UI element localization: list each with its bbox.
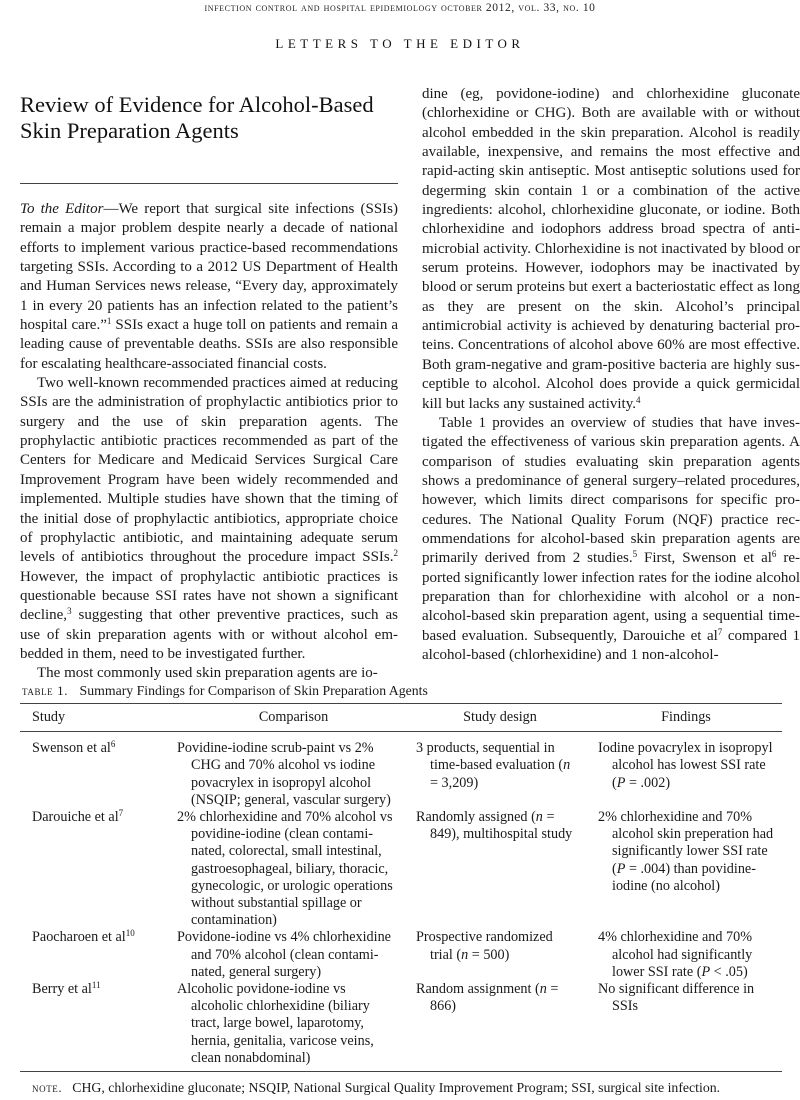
- header-study-design: Study design: [410, 704, 590, 732]
- note-text: CHG, chlorhexidine gluconate; NSQIP, National Surgical Quality Improvement Program; SSI, surgical site infection.: [72, 1080, 721, 1096]
- article-title-line1: Review of Evidence for Alcohol-Based: [20, 92, 374, 117]
- table-row: [20, 732, 782, 809]
- paragraph-2-text-end: suggesting that other preventive practices, such as use of skin preparation agents with or without alcohol embedded in them, need to be investigated further.: [20, 607, 398, 662]
- paragraph-3-start: The most commonly used skin preparation agents are io-: [37, 665, 378, 682]
- cell-findings: No significant difference in SSIs: [590, 981, 782, 1072]
- section-heading: LETTERS TO THE EDITOR: [275, 36, 525, 51]
- cell-comparison: Alcoholic povidone-iodine vs alcoholic chlorhexidine (biliary tract, large bowel, laparotomy, hernia, genitalia, varicose veins, clean nonabdominal): [177, 981, 410, 1072]
- reference-3[interactable]: 3: [67, 606, 72, 617]
- table-label: table 1.: [22, 683, 69, 698]
- paragraph-2: [20, 374, 398, 664]
- reference-marker[interactable]: 6: [110, 739, 116, 750]
- cell-study-design: Randomly assigned (n = 849), multihospital study: [416, 809, 573, 843]
- left-column: [20, 85, 398, 684]
- reference-marker[interactable]: 7: [118, 808, 124, 819]
- reference-4[interactable]: 4: [635, 394, 641, 405]
- paragraph-3-text: dine (eg, povidone-iodine) and chlorhexidine gluconate (chlorhexidine or CHG). Both are available with or without alcohol embedded in the skin preparation. Alcohol is readily available, inexpensive, and remains the most effective and rapid-acting skin antiseptic. Most antiseptic solutions used for degerming skin contain 1 or a combination of the active ingredients: alcohol, chlorhexidine gluconate, or iodine. Both chlorhexidine and iodophors address broad spectra of antimicrobial activity. Chlorhexidine is not inactivated by blood or serum proteins. However, iodophors may be inactivated by blood or serum proteins but exert a bacteriostatic effect as long as they are present on the skin. Alcohol’s principal antimicrobial activity is achieved by denaturing bacterial proteins. Concentrations of alcohol above 60% are most effective. Both gram-negative and gram-positive bacteria are highly susceptible to alcohol. Alcohol does provide a quick germicidal kill but lacks any sustained activity.: [422, 86, 800, 412]
- table-title: Summary Findings for Comparison of Skin Preparation Agents: [79, 683, 428, 698]
- reference-2[interactable]: 2: [393, 548, 398, 559]
- note-label: note.: [32, 1080, 63, 1096]
- cell-study: Swenson et $al^6$: [32, 739, 116, 757]
- table-row: [20, 809, 782, 929]
- table-note: [32, 1080, 782, 1096]
- paragraph-4-text-d: compared 1 alcohol-based (chlorhexidine) and 1 non-alcohol-: [422, 627, 800, 663]
- title-divider: [20, 183, 398, 184]
- cell-findings: Iodine povacrylex in isopropyl alcohol has lowest SSI rate (P = .002): [598, 740, 773, 791]
- cell-study-design: Random assignment (n = 866): [410, 981, 590, 1072]
- paragraph-4-text-b: First, Swenson et al: [637, 550, 772, 567]
- reference-marker[interactable]: 11: [91, 980, 101, 991]
- header-findings: Findings: [590, 704, 782, 732]
- salutation: To the Editor: [20, 201, 104, 217]
- cell-comparison: Povidone-iodine vs 4% chlorhexidine and 70% alcohol (clean contaminated, general surgery): [177, 929, 391, 980]
- paragraph-4-text: Table 1 provides an overview of studies that have investigated the effectiveness of various skin preparation agents. A comparison of studies evaluating skin preparation agents shows a predominance of general surgery–related procedures, however, which limits direct comparisons for specific procedures. The National Quality Forum (NQF) practice recommendations for alcohol-based skin preparation agents are primarily derived from 2 studies.: [422, 414, 800, 567]
- paragraph-1-text-cont: SSIs exact a huge toll on patients and remain a leading cause of preventable deaths. SSIs are also responsible for escalating healthcare-associated financial costs.: [20, 317, 399, 372]
- cell-findings: 4% chlorhexidine and 70% alcohol had significantly lower SSI rate (P < .05): [598, 929, 753, 980]
- reference-1[interactable]: 1: [106, 316, 112, 327]
- table-row: [20, 981, 782, 1072]
- table-row: [20, 929, 782, 981]
- paragraph-2-text-cont: However, the impact of prophylactic antibiotic practices is questionable because SSI rates have not shown a significant decline,: [20, 568, 398, 624]
- paragraph-4-text-c: reported significantly lower infection rates for the iodine alcohol preparation than for chlorhexidine with alcohol or a non-alcohol-based skin preparation agent, using a sequential time-based evaluation. Subsequently, Darouiche et al: [422, 550, 800, 644]
- reference-5[interactable]: 5: [632, 549, 638, 560]
- header-comparison: Comparison: [177, 704, 410, 732]
- cell-study-design: Prospective randomized trial (n = 500): [416, 929, 553, 963]
- table-header-row: [20, 704, 782, 732]
- cell-study: Berry et $al^{11}$: [20, 981, 177, 1072]
- running-head: infection control and hospital epidemiology october 2012, vol. 33, no. 10: [204, 2, 596, 14]
- cell-study: Darouiche et $al^7$: [32, 808, 124, 826]
- paragraph-4: [422, 414, 800, 665]
- cell-findings: 2% chlorhexidine and 70% alcohol skin preperation had significantly lower SSI rate (P = .004) than povidine-iodine (no alcohol): [598, 809, 774, 894]
- summary-table: [20, 703, 782, 1072]
- right-column: [422, 85, 800, 665]
- cell-study-design: 3 products, sequential in time-based evaluation (n = 3,209): [416, 740, 571, 791]
- table-1: [20, 683, 782, 1096]
- paragraph-1-text: —We report that surgical site infections (SSIs) remain a major problem despite nearly a decade of national efforts to implement various practice-based recommendations targeting SSIs. According to a 2012 US Department of Health and Human Services news release, “Every day, approximately 1 in every 20 patients has an infection related to the patient’s hospital care.”: [20, 201, 398, 334]
- article-title: [20, 92, 398, 144]
- cell-comparison: 2% chlorhexidine and 70% alcohol vs povidine-iodine (clean contaminated, colorectal, small intestinal, gastroesophageal, biliary, thoracic, gynecologic, or urologic operations without substantial spillage or contamination): [177, 809, 393, 929]
- cell-study: Paocharoen et $al^{10}$: [32, 928, 135, 946]
- paragraph-2-text: Two well-known recommended practices aimed at reducing SSIs are the administration of prophylactic antibiotics prior to surgery and the use of skin preparation agents. The prophylactic antibiotic practices recommended as part of the Centers for Medicare and Medicaid Services Surgical Care Improvement Program have been widely recommended and implemented. Multiple studies have shown that the timing of the initial dose of prophylactic antibiotics, appropriate choice of prophylactic antibiotic, and maintaining adequate serum levels of antibiotics throughout the procedure impact SSIs.: [20, 375, 398, 566]
- paragraph-3: [422, 85, 800, 414]
- reference-7[interactable]: 7: [717, 626, 723, 637]
- header-study: Study: [20, 704, 177, 732]
- cell-comparison: Povidine-iodine scrub-paint vs 2% CHG and 70% alcohol vs iodine povacrylex in isopropyl alcohol (NSQIP; general, vascular surgery): [177, 740, 391, 808]
- article-title-line2: Skin Preparation Agents: [20, 118, 239, 143]
- paragraph-1: [20, 200, 398, 374]
- reference-marker[interactable]: 10: [125, 928, 135, 939]
- table-caption: [22, 683, 782, 699]
- reference-6[interactable]: 6: [771, 549, 777, 560]
